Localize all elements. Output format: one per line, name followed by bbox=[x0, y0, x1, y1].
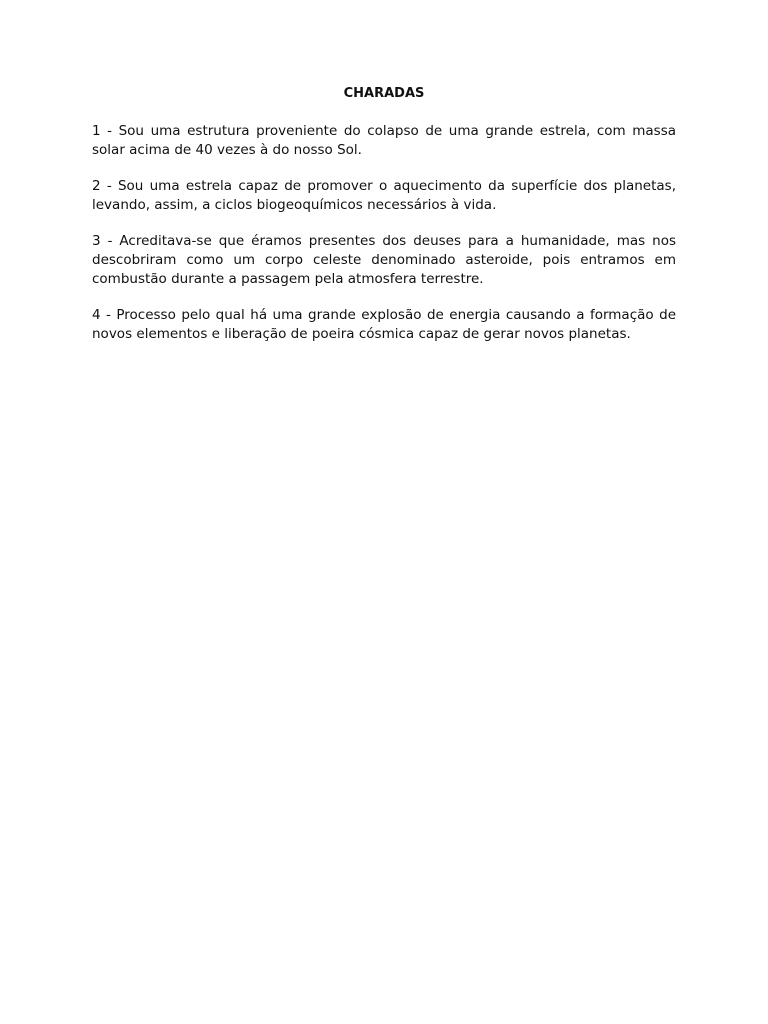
riddle-1: 1 - Sou uma estrutura proveniente do colapso de uma grande estrela, com massa solar acima de 40 vezes à do nosso Sol. bbox=[92, 123, 676, 158]
riddle-3: 3 - Acreditava-se que éramos presentes dos deuses para a humanidade, mas nos descobriram como um corpo celeste denominado asteroide, pois entramos em combustão durante a passagem pela atmosfera terrestre. bbox=[92, 233, 676, 287]
document-title: CHARADAS bbox=[343, 86, 425, 101]
riddle-4: 4 - Processo pelo qual há uma grande explosão de energia causando a formação de novos elementos e liberação de poeira cósmica capaz de gerar novos planetas. bbox=[92, 307, 676, 342]
riddle-2: 2 - Sou uma estrela capaz de promover o aquecimento da superfície dos planetas, levando, assim, a ciclos biogeoquímicos necessários à vida. bbox=[92, 178, 676, 213]
